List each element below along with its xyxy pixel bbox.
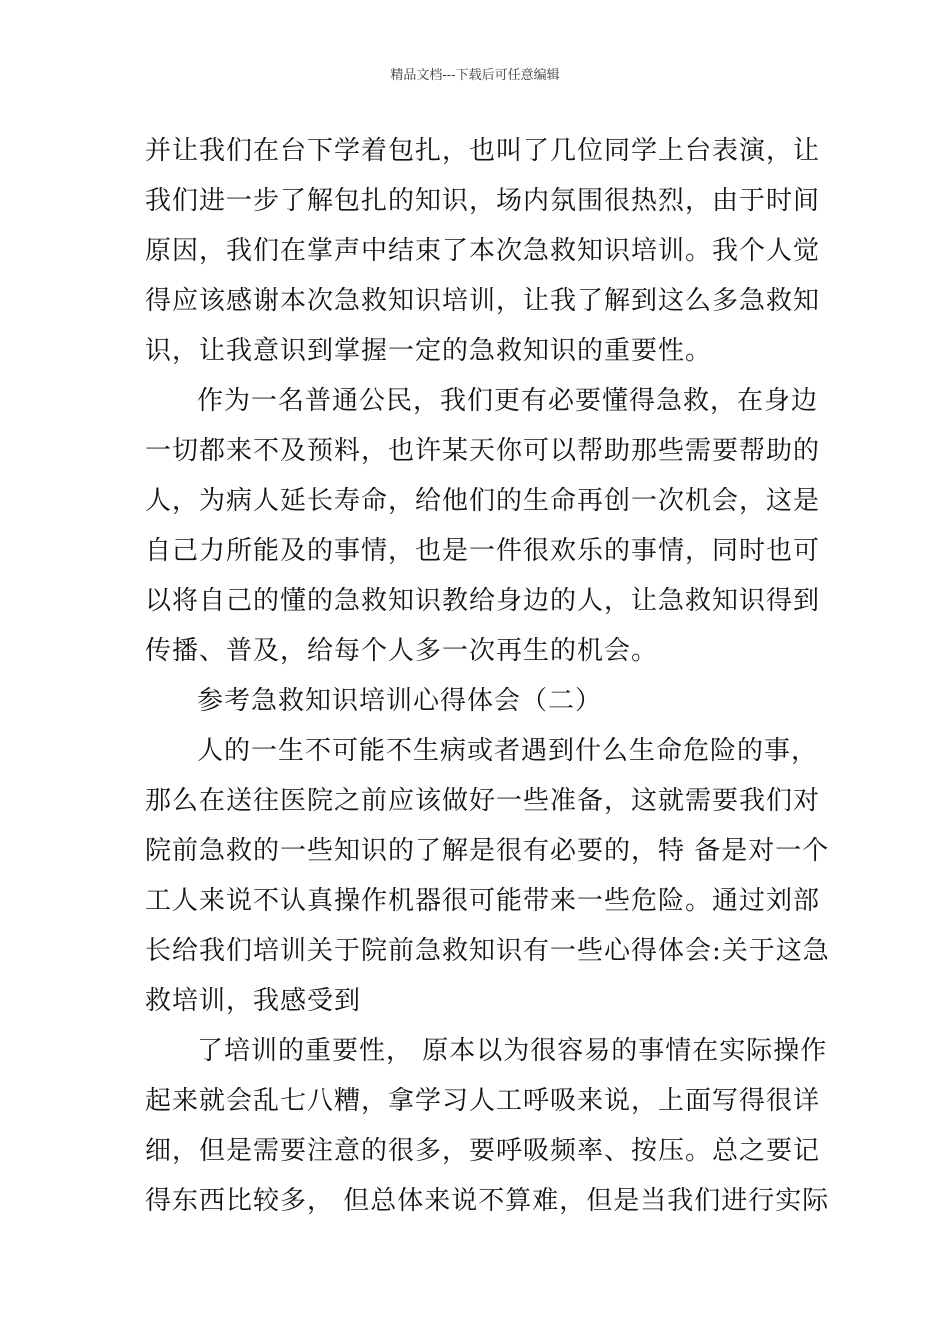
text-line: 得应该感谢本次急救知识培训，让我了解到这么多急救知 bbox=[145, 286, 821, 316]
text-line: 细，但是需要注意的很多，要呼吸频率、按压。总之要记 bbox=[145, 1136, 821, 1166]
paragraph-first-line: 人的一生不可能不生病或者遇到什么生命危险的事， bbox=[197, 736, 819, 766]
text-line: 以将自己的懂的急救知识教给身边的人，让急救知识得到 bbox=[145, 586, 821, 616]
text-line: 我们进一步了解包扎的知识，场内氛围很热烈，由于时间 bbox=[145, 186, 821, 216]
text-line: 识，让我意识到掌握一定的急救知识的重要性。 bbox=[145, 336, 713, 366]
text-line: 原因，我们在掌声中结束了本次急救知识培训。我个人觉 bbox=[145, 236, 821, 266]
text-line: 长给我们培训关于院前急救知识有一些心得体会:关于这急 bbox=[145, 936, 830, 966]
text-line: 人，为病人延长寿命，给他们的生命再创一次机会，这是 bbox=[145, 486, 821, 516]
document-body bbox=[145, 126, 830, 1226]
text-line: 传播、普及，给每个人多一次再生的机会。 bbox=[145, 636, 659, 666]
page-header: 精品文档---下载后可任意编辑 bbox=[390, 68, 560, 83]
text-line: 那么在送往医院之前应该做好一些准备，这就需要我们对 bbox=[145, 786, 821, 816]
section-heading: 参考急救知识培训心得体会（二） bbox=[197, 686, 603, 716]
text-line: 一切都来不及预料，也许某天你可以帮助那些需要帮助的 bbox=[145, 436, 821, 466]
paragraph-first-line: 作为一名普通公民，我们更有必要懂得急救，在身边 bbox=[197, 386, 819, 416]
text-line: 起来就会乱七八糟，拿学习人工呼吸来说，上面写得很详 bbox=[145, 1086, 821, 1116]
text-line: 得东西比较多， 但总体来说不算难，但是当我们进行实际 bbox=[145, 1186, 830, 1216]
text-line: 院前急救的一些知识的了解是很有必要的，特 备是对一个 bbox=[145, 836, 830, 866]
text-line: 救培训，我感受到 bbox=[145, 986, 362, 1016]
text-line: 并让我们在台下学着包扎，也叫了几位同学上台表演，让 bbox=[145, 136, 821, 166]
text-line: 工人来说不认真操作机器很可能带来一些危险。通过刘部 bbox=[145, 886, 821, 916]
text-line: 自己力所能及的事情，也是一件很欢乐的事情，同时也可 bbox=[145, 536, 821, 566]
paragraph-first-line: 了培训的重要性， 原本以为很容易的事情在实际操作 bbox=[197, 1036, 828, 1066]
